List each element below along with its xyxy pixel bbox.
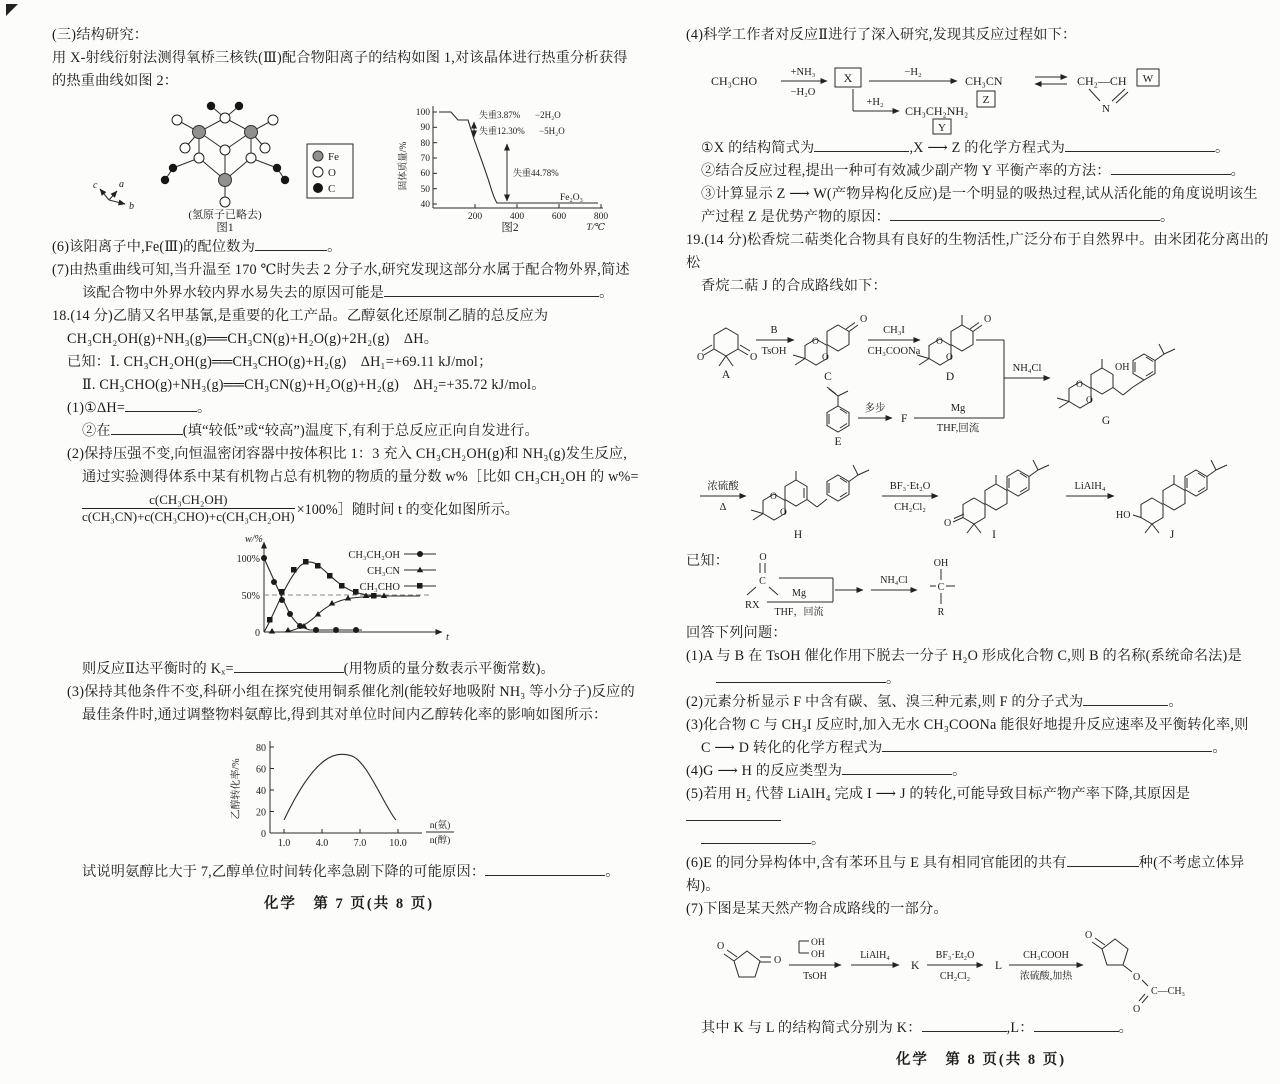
species-w-box: W <box>1142 73 1154 85</box>
structure-h <box>751 465 869 520</box>
question-18-total-equation <box>52 328 646 351</box>
xtick: 4.0 <box>315 838 329 849</box>
question-19-5-line-2 <box>686 829 1276 852</box>
acetonitrile-markers <box>269 593 387 634</box>
o-atom: O <box>946 353 953 363</box>
text: (3)化合物 C 与 CH₃I 反应时,加入无水 CH₃COONa 能很好地提升反应速率及平衡转化率,则 <box>686 717 1249 733</box>
text: (6)该阳离子中,Fe(Ⅲ)的配位数为 <box>52 239 256 255</box>
structure-i <box>953 460 1049 533</box>
text: 19.(14 分)松香烷二萜类化合物具有良好的生物活性,广泛分布于自然界中。由米团花分离出的松 <box>686 232 1269 271</box>
arrow-label-plus-nh3: +NH₃ <box>790 67 816 78</box>
answer-blank <box>1065 138 1215 152</box>
text: (2)保持压强不变,向恒温密闭容器中按体积比 1：3 充入 CH₃CH₂OH(g)和 NH₃(g)发生反应, <box>67 446 628 462</box>
text: CH₃CH₂OH(g)+NH₃(g)══CH₃CN(g)+H₂O(g)+2H₂(g) ΔH。 <box>67 331 439 347</box>
grignard-known-scheme <box>733 550 1033 620</box>
compound-h-label: H <box>793 529 803 541</box>
text: (7)由热重曲线可知,当升温至 170 ℃时失去 2 分子水,研究发现这部分水属于配合物外界,简述 <box>52 262 630 278</box>
question-18-intro <box>52 305 646 328</box>
text: (1)①ΔH= <box>67 400 126 416</box>
ytick: 90 <box>420 123 430 133</box>
acetaldehyde-formula: CH₃CHO <box>711 74 758 88</box>
o-atom: O <box>1085 930 1093 941</box>
answer-blank <box>922 1018 1007 1032</box>
loss3-label: 失重44.78% <box>513 168 559 178</box>
xtick: 400 <box>509 212 525 222</box>
conversion-vs-ratio-chart <box>226 729 472 859</box>
text: (1)A 与 B 在 TsOH 催化作用下脱去一分子 H₂O 形成化合物 C,则 B 的名称(系统命名法)是 <box>686 648 1242 664</box>
question-6 <box>52 236 646 259</box>
text: ,X ⟶ Z 的化学方程式为 <box>909 140 1065 156</box>
o-atom: O <box>774 955 782 966</box>
o-atom: O <box>780 508 787 518</box>
legend-acetonitrile: CH₃CN <box>367 566 400 577</box>
question-19-3-line-1 <box>686 714 1276 737</box>
text: 化学 第 7 页(共 8 页) <box>263 896 435 912</box>
ethylamine-formula: CH₃CH₂NH₂ <box>905 104 969 118</box>
figures-row <box>52 96 646 234</box>
answer-prompt <box>686 622 1276 645</box>
ytick-0: 0 <box>255 628 260 639</box>
question-18-4-3-line-2 <box>686 206 1276 229</box>
legend-fe-label: Fe <box>328 151 339 163</box>
natural-product-scheme-wrap <box>686 923 1276 1015</box>
question-7-line-1 <box>52 259 646 282</box>
question-18-2-line-1 <box>52 443 646 466</box>
structure-j <box>1133 460 1227 533</box>
question-7-line-2 <box>52 282 646 305</box>
reagent-delta: Δ <box>719 502 727 513</box>
reagent-h2so4-heat: 浓硫酸,加热 <box>1019 971 1073 982</box>
structure-product-ester <box>1092 938 1148 1003</box>
text: 化学 第 8 页(共 8 页) <box>895 1052 1067 1068</box>
o-atom: O <box>1133 1004 1141 1015</box>
text: ②在 <box>82 423 111 439</box>
reagent-nh4cl: NH₄Cl <box>1012 363 1042 374</box>
ytick: 80 <box>420 139 430 149</box>
intro-line-1 <box>52 47 646 70</box>
oh-group: OH <box>811 938 825 948</box>
question-18-2-kx <box>52 658 646 681</box>
fraction-denominator: n(醇) <box>429 836 451 846</box>
reagent-ch2cl2: CH₂Cl₂ <box>894 502 926 513</box>
ytick: 60 <box>420 169 430 179</box>
text: ,L： <box>1006 1020 1034 1036</box>
o-atom: O <box>822 353 829 363</box>
question-18-1-2 <box>52 420 646 443</box>
reagent-nh4cl: NH₄Cl <box>880 575 908 586</box>
fraction-numerator: c(CH₃CH₂OH) <box>149 492 228 507</box>
y-axis-label: w/% <box>245 534 263 545</box>
text: 。 <box>1168 694 1183 710</box>
text: (5)若用 H₂ 代替 LiAlH₄ 完成 I ⟶ J 的转化,可能导致目标产物产率下降,其原因是 <box>686 786 1191 802</box>
text: 。 <box>811 832 826 848</box>
azirine-ch2ch: CH₂—CH <box>1077 74 1127 88</box>
text: 。 <box>1215 140 1230 156</box>
text: 。 <box>599 285 614 301</box>
question-19-1-line-2 <box>686 668 1276 691</box>
text: (4)科学工作者对反应Ⅱ进行了深入研究,发现其反应过程如下： <box>686 27 1077 43</box>
oh-group: OH <box>811 950 825 960</box>
text: ①X 的结构简式为 <box>701 140 815 156</box>
text: (三)结构研究： <box>52 27 149 43</box>
question-18-3-line-1 <box>52 681 646 704</box>
synthesis-route-row-2 <box>686 450 1274 548</box>
question-18-1-1 <box>52 397 646 420</box>
answer-blank <box>125 398 197 412</box>
ytick-100: 100% <box>236 554 260 565</box>
answer-blank <box>882 738 1212 752</box>
oh-group: OH <box>933 558 949 569</box>
question-18-4-header <box>686 24 1276 47</box>
o-atom: O <box>717 941 725 952</box>
text: (2)元素分析显示 F 中含有碳、氢、溴三种元素,则 F 的分子式为 <box>686 694 1084 710</box>
answer-blank <box>111 421 183 435</box>
species-x-box: X <box>843 71 853 85</box>
compound-f-label: F <box>901 413 908 425</box>
compound-j-label: J <box>1169 529 1175 541</box>
oh-group: OH <box>1115 362 1130 373</box>
answer-blank <box>701 830 811 844</box>
text: (6)E 的同分异构体中,含有苯环且与 E 具有相同官能团的共有 <box>686 855 1067 871</box>
ytick: 20 <box>256 807 266 819</box>
answer-blank <box>890 207 1160 221</box>
loss1-formula: −2H₂O <box>535 110 561 120</box>
ytick: 40 <box>420 200 430 210</box>
section-header <box>52 24 646 47</box>
reaction-mechanism-scheme <box>701 49 1261 135</box>
answer-blank <box>1034 1018 1119 1032</box>
xtick: 1.0 <box>277 838 291 849</box>
figure-1-complex-structure <box>81 96 381 234</box>
text: 已知：Ⅰ. CH₃CH₂OH(g)══CH₃CHO(g)+H₂(g) ΔH₁=+69.11 kJ/mol； <box>67 354 493 370</box>
question-19-3-line-2 <box>686 737 1276 760</box>
acetyl-group: C—CH₃ <box>1151 986 1186 997</box>
synthesis-route-row-1 <box>686 298 1274 450</box>
text: (用物质的量分数表示平衡常数)。 <box>343 661 555 677</box>
tg-ytick-labels <box>416 108 431 210</box>
question-19-7-tail <box>686 1017 1276 1040</box>
answer-blank <box>716 669 886 683</box>
arrow-label-minus-h2: −H₂ <box>904 67 922 78</box>
answer-blank <box>686 807 781 821</box>
text: Ⅱ. CH₃CHO(g)+NH₃(g)══CH₃CN(g)+H₂O(g)+H₂(g) ΔH₂=+35.72 kJ/mol。 <box>82 377 546 393</box>
reagent-ch2cl2: CH₂Cl₂ <box>939 971 971 982</box>
azirine-n-atom: N <box>1102 103 1110 115</box>
chart-1-wrap <box>52 528 646 656</box>
xtick: 600 <box>551 212 567 222</box>
c-atom: C <box>759 576 767 587</box>
c-atom: C <box>937 582 945 593</box>
question-19-1-line-1 <box>686 645 1276 668</box>
o-atom: O <box>1133 972 1141 983</box>
text: ②结合反应过程,提出一种可有效减少副产物 Y 平衡产率的方法： <box>701 163 1111 179</box>
fraction-denominator: c(CH₃CN)+c(CH₃CHO)+c(CH₃CH₂OH) <box>82 509 295 524</box>
xtick-labels <box>278 838 407 849</box>
text: 。 <box>952 763 967 779</box>
reagent-lialh4: LiAlH₄ <box>860 950 890 961</box>
xtick: 10.0 <box>389 838 407 849</box>
reagent-conc-h2so4: 浓硫酸 <box>707 481 739 492</box>
reagent-mg: Mg <box>792 588 807 599</box>
compound-g-label: G <box>1101 415 1111 427</box>
answer-blank <box>1067 853 1139 867</box>
known-reaction-2 <box>52 374 646 397</box>
text: 。 <box>1230 163 1246 179</box>
question-19-2 <box>686 691 1276 714</box>
reagent-ch3coona: CH₃COONa <box>867 346 921 357</box>
question-18-4-1 <box>686 137 1276 160</box>
rx-formula: RX <box>745 600 760 611</box>
text: (3)保持其他条件不变,科研小组在探究使用铜系催化剂(能较好地吸附 NH₃ 等小分子)反应的 <box>67 684 635 700</box>
reagent-tsoh: TsOH <box>761 346 787 357</box>
text: ×100%］随时间 t 的变化如图所示。 <box>296 501 519 518</box>
question-18-2-line-2 <box>52 466 646 489</box>
reagent-thf-reflux: THF，回流 <box>774 607 824 618</box>
o-atom: O <box>759 552 767 563</box>
o-atom: O <box>770 492 777 502</box>
text: (填“较低”或“较高”)温度下,有利于总反应正向自发进行。 <box>182 423 539 439</box>
reagent-ch3i: CH₃I <box>883 325 905 336</box>
question-18-4-3-line-1 <box>686 183 1276 206</box>
ytick: 40 <box>256 786 266 797</box>
structure-g <box>1057 344 1175 408</box>
o-atom: O <box>750 352 758 363</box>
figure-2-caption: 图2 <box>501 222 519 234</box>
text: (7)下图是某天然产物合成路线的一部分。 <box>686 901 948 917</box>
text: 香烷二萜 J 的合成路线如下： <box>701 278 887 294</box>
x-axis-fraction-label <box>426 819 454 846</box>
reagent-thf-reflux: THF,回流 <box>936 423 980 434</box>
reagent-bf3-et2o: BF₃·Et₂O <box>889 481 931 492</box>
tg-xtick-labels <box>468 212 609 222</box>
conversion-curve <box>284 754 396 820</box>
question-19-4 <box>686 760 1276 783</box>
figure-1-note: (氢原子已略去) <box>188 209 262 221</box>
answer-blank <box>255 237 327 251</box>
o-atom: O <box>812 337 819 347</box>
text: 种(不考虑立体异构)。 <box>686 855 1245 894</box>
question-18-3-line-3 <box>52 861 646 884</box>
text: 18.(14 分)乙腈又名甲基氰,是重要的化工产品。乙醇氨化还原制乙腈的总反应为 <box>52 308 549 324</box>
o-atom: O <box>860 314 868 325</box>
fraction <box>82 492 295 525</box>
species-y-box: Y <box>938 122 946 134</box>
o-atom: O <box>936 337 943 347</box>
y-axis-label: 乙醇转化率/% <box>231 758 242 820</box>
figure-1-legend <box>307 144 353 198</box>
natural-product-route <box>701 923 1261 1015</box>
text: 。 <box>1160 209 1175 225</box>
text: 。 <box>886 671 901 687</box>
axis-a-label: a <box>119 179 124 190</box>
legend-o-label: O <box>328 167 336 179</box>
answer-blank <box>814 138 909 152</box>
compound-a-label: A <box>721 369 731 381</box>
question-19-7 <box>686 898 1276 921</box>
w-percent-vs-time-chart <box>224 528 474 656</box>
text: ③计算显示 Z ⟶ W(产物异构化反应)是一个明显的吸热过程,试从活化能的角度说明该生 <box>701 186 1258 202</box>
known-reaction-1 <box>52 351 646 374</box>
compound-e-label: E <box>834 436 842 448</box>
structure-dione <box>724 950 771 977</box>
compound-c-label: C <box>824 371 832 383</box>
glycol-reagent <box>799 941 809 953</box>
ytick: 0 <box>261 829 266 840</box>
o-atom: O <box>944 518 952 529</box>
axis-b-label: b <box>129 201 134 212</box>
answer-blank <box>1083 692 1168 706</box>
o-atom: O <box>1086 396 1093 406</box>
text: 则反应Ⅱ达平衡时的 Kₓ= <box>82 661 234 677</box>
intro-line-2 <box>52 70 646 93</box>
figure-2-tg-chart <box>395 96 617 234</box>
reagent-bf3-et2o: BF₃·Et₂O <box>935 950 975 961</box>
known-label: 已知： <box>686 553 730 569</box>
ytick: 70 <box>420 154 430 164</box>
text: 。 <box>197 400 212 416</box>
reagent-ch3cooh: CH₃COOH <box>1023 950 1069 961</box>
axis-c-label: c <box>93 180 98 191</box>
question-19-line-1 <box>686 229 1276 275</box>
mechanism-scheme-wrap <box>686 49 1276 135</box>
text: 用 X-射线衍射法测得氧桥三核铁(Ⅲ)配合物阳离子的结构如图 1,对该晶体进行热重分析获得 <box>52 50 628 66</box>
loss2-label: 失重12.30% <box>479 126 525 136</box>
answer-blank <box>485 862 605 876</box>
ho-group: HO <box>1116 510 1131 521</box>
footer-page-8 <box>686 1048 1276 1069</box>
ytick: 100 <box>415 108 430 118</box>
structure-e <box>827 387 849 432</box>
chart-2-wrap <box>52 729 646 859</box>
compound-i-label: I <box>992 529 996 541</box>
reagent-lialh4: LiAlH₄ <box>1074 481 1106 492</box>
arrow-label-minus-h2o: −H₂O <box>790 87 816 98</box>
xtick: 7.0 <box>353 838 367 849</box>
acetonitrile-formula: CH₃CN <box>965 74 1003 88</box>
known-info-row <box>686 550 1276 620</box>
text: 的热重曲线如图 2： <box>52 73 179 89</box>
o-atom: O <box>1076 380 1083 390</box>
ytick-50: 50% <box>241 591 260 602</box>
legend-acetaldehyde: CH₃CHO <box>359 582 400 593</box>
reagent-mg: Mg <box>950 403 966 414</box>
text: 回答下列问题： <box>686 625 787 641</box>
figure-1-caption: 图1 <box>216 222 234 234</box>
w-percent-formula <box>52 492 646 525</box>
page-8 <box>686 24 1276 1084</box>
loss2-formula: −5H₂O <box>539 126 565 136</box>
text: 。 <box>1212 740 1227 756</box>
question-19-6 <box>686 852 1276 898</box>
legend-ethanol: CH₃CH₂OH <box>348 550 400 561</box>
r-group: R <box>937 607 945 618</box>
ytick-labels <box>256 743 266 840</box>
text: 该配合物中外界水较内界水易失去的原因可能是 <box>82 285 385 301</box>
structure-a <box>702 328 750 366</box>
text: 。 <box>605 864 620 880</box>
answer-blank <box>842 761 952 775</box>
footer-page-7 <box>52 892 646 913</box>
fraction-numerator: n(氨) <box>429 821 451 831</box>
question-19-line-2 <box>686 275 1276 298</box>
ytick: 50 <box>420 185 430 195</box>
answer-blank <box>384 283 599 297</box>
arrow-label-plus-h2: +H₂ <box>866 97 884 108</box>
question-18-3-line-2 <box>52 704 646 727</box>
tg-ylabel: 固体质量/% <box>399 141 409 191</box>
crystal-axes <box>93 179 134 212</box>
text: 最佳条件时,通过调整物料氨醇比,得到其对单位时间内乙醇转化率的影响如图所示： <box>82 707 608 723</box>
text: 通过实验测得体系中某有机物占总有机物的物质的量分数 w%［比如 CH₃CH₂OH 的 w%= <box>82 469 639 485</box>
loss1-label: 失重3.87% <box>479 110 521 120</box>
chart-1-legend <box>348 550 436 593</box>
text: (4)G ⟶ H 的反应类型为 <box>686 763 843 779</box>
question-18-4-2 <box>686 160 1276 183</box>
text: 。 <box>1118 1020 1134 1036</box>
text: C ⟶ D 转化的化学方程式为 <box>701 740 883 756</box>
text: 试说明氨醇比大于 7,乙醇单位时间转化率急剧下降的可能原因： <box>82 864 486 880</box>
o-atom: O <box>697 352 705 363</box>
page-7 <box>52 24 646 928</box>
ytick: 80 <box>256 743 266 754</box>
o-atom: O <box>984 314 992 325</box>
reagent-b: B <box>770 325 778 336</box>
compound-l-label: L <box>995 960 1003 972</box>
text: 产过程 Z 是优势产物的原因： <box>701 209 891 225</box>
text: 。 <box>327 239 342 255</box>
compound-d-label: D <box>945 371 955 383</box>
compound-k-label: K <box>911 960 920 972</box>
residue-label: Fe₂O₃ <box>560 193 583 203</box>
species-z-box: Z <box>982 94 990 106</box>
legend-c-label: C <box>328 183 336 195</box>
xtick: 800 <box>593 212 609 222</box>
ytick: 60 <box>256 764 266 776</box>
tg-xlabel: T/℃ <box>586 223 605 233</box>
arrow-label-multistep: 多步 <box>864 403 886 414</box>
reagent-tsoh: TsOH <box>803 971 827 982</box>
ticks <box>270 747 398 833</box>
question-19-5-line-1 <box>686 783 1276 829</box>
scan-corner-artifact <box>6 4 18 16</box>
answer-blank <box>1111 161 1231 175</box>
text: 其中 K 与 L 的结构简式分别为 K： <box>701 1020 922 1036</box>
xtick: 200 <box>467 212 483 222</box>
x-axis-label: t <box>446 632 449 643</box>
answer-blank <box>234 659 344 673</box>
